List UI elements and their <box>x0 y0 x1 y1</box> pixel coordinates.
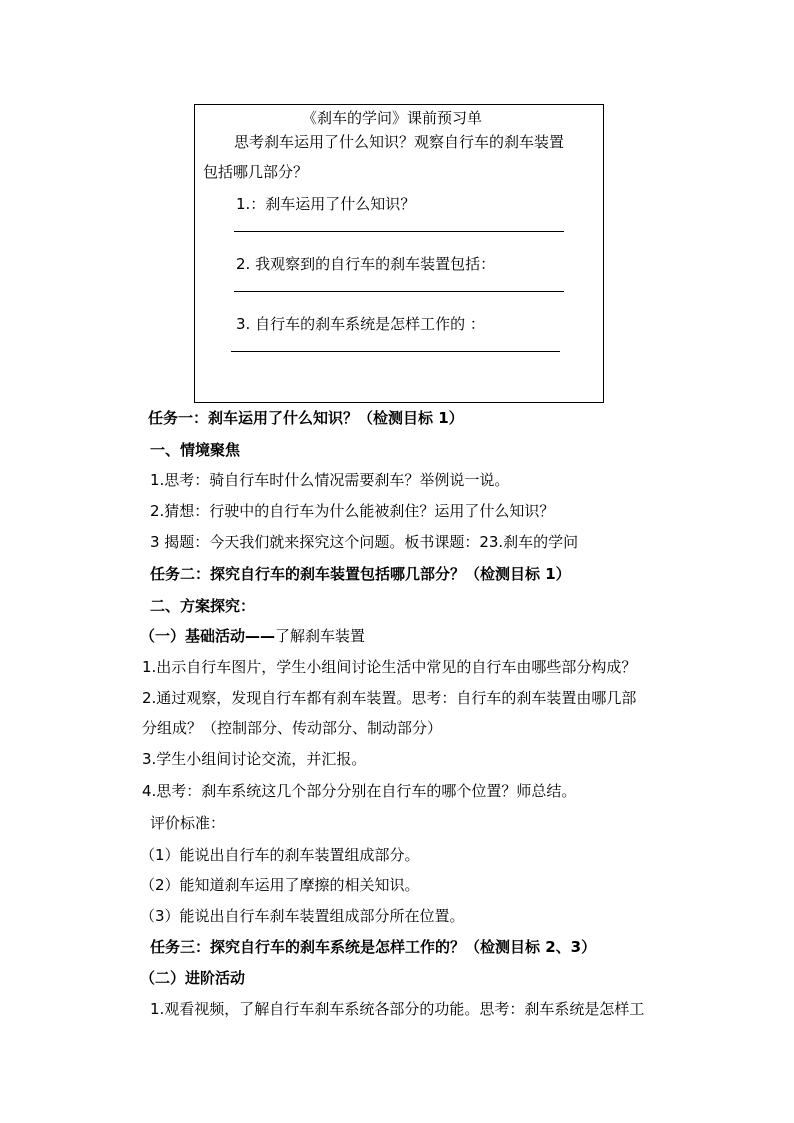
evaluation-criterion-3: （3）能说出自行车刹车装置组成部分所在位置。 <box>140 907 465 925</box>
worksheet-title: 《刹车的学问》课前预习单 <box>302 109 483 127</box>
evaluation-title: 评价标准： <box>150 814 226 832</box>
worksheet-question-2: 2. 我观察到的自行车的刹车装置包括： <box>236 255 496 273</box>
task-3-heading: 任务三：探究自行车的刹车系统是怎样工作的？（检测目标 2、3） <box>150 938 597 956</box>
task-1-heading: 任务一：刹车运用了什么知识？（检测目标 1） <box>148 409 464 427</box>
advanced-step-1: 1.观看视频，了解自行车刹车系统各部分的功能。思考：刹车系统是怎样工 <box>150 1000 645 1018</box>
activity-1-label: （一）基础活动—— <box>140 627 276 645</box>
answer-blank-1[interactable] <box>234 231 564 232</box>
step-1-3: 3 揭题：今天我们就来探究这个问题。板书课题：23.刹车的学问 <box>150 533 579 551</box>
section-2-heading: 二、方案探究： <box>150 597 256 615</box>
answer-blank-3[interactable] <box>231 351 560 352</box>
activity-step-4: 4.思考：刹车系统这几个部分分别在自行车的哪个位置？师总结。 <box>142 782 577 800</box>
activity-step-1: 1.出示自行车图片，学生小组间讨论生活中常见的自行车由哪些部分构成？ <box>142 658 637 676</box>
activity-1-title: 了解刹车装置 <box>275 627 366 645</box>
evaluation-criterion-1: （1）能说出自行车的刹车装置组成部分。 <box>140 846 420 864</box>
worksheet-intro-line1: 思考刹车运用了什么知识？观察自行车的刹车装置 <box>234 133 565 151</box>
answer-blank-2[interactable] <box>234 291 564 292</box>
activity-step-2-line1: 2.通过观察，发现自行车都有刹车装置。思考：自行车的刹车装置由哪几部 <box>142 689 637 707</box>
activity-2-heading: （二）进阶活动 <box>140 969 246 987</box>
step-1-1: 1.思考：骑自行车时什么情况需要刹车？举例说一说。 <box>150 471 510 489</box>
task-2-heading: 任务二：探究自行车的刹车装置包括哪几部分？（检测目标 1） <box>150 565 571 583</box>
evaluation-criterion-2: （2）能知道刹车运用了摩擦的相关知识。 <box>140 876 420 894</box>
worksheet-intro-line2: 包括哪几部分？ <box>203 163 309 181</box>
worksheet-question-1: 1.：刹车运用了什么知识？ <box>236 195 416 213</box>
worksheet-question-3: 3. 自行车的刹车系统是怎样工作的 ： <box>236 315 485 333</box>
step-1-2: 2.猜想：行驶中的自行车为什么能被刹住？运用了什么知识？ <box>150 502 555 520</box>
activity-step-3: 3.学生小组间讨论交流，并汇报。 <box>142 750 367 768</box>
section-1-heading: 一、情境聚焦 <box>150 441 241 459</box>
activity-step-2-line2: 分组成？（控制部分、传动部分、制动部分） <box>142 719 443 737</box>
activity-1-heading <box>140 626 365 646</box>
